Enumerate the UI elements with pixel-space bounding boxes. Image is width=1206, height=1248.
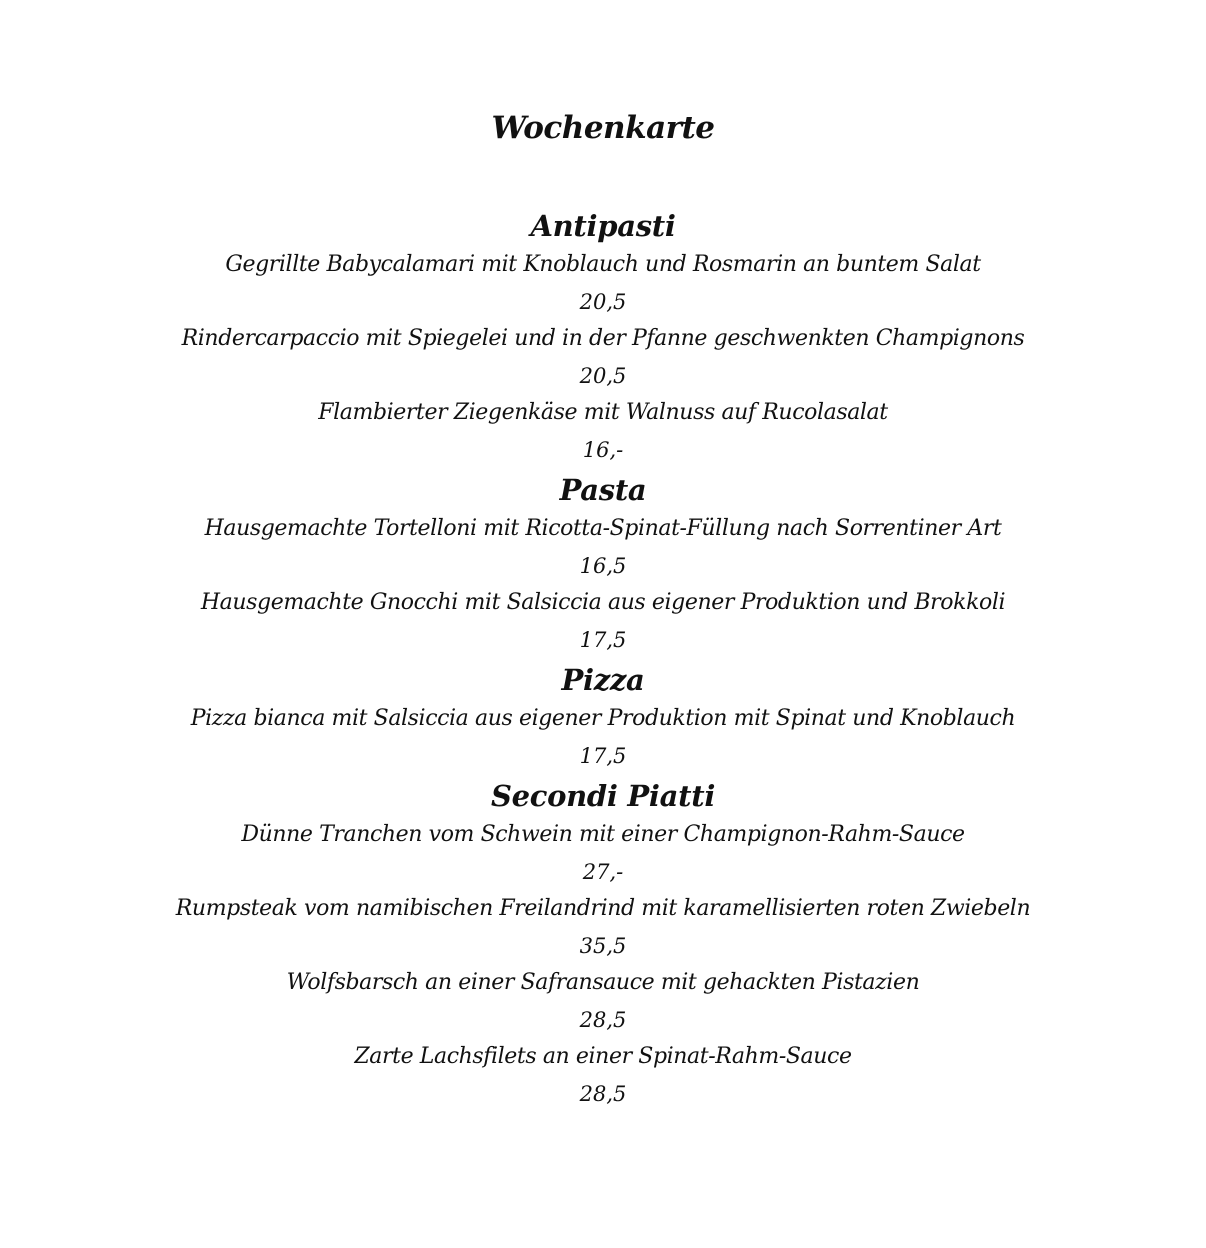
dish-price: 16,5 bbox=[579, 554, 627, 578]
dish-price: 35,5 bbox=[579, 934, 627, 958]
dish-name: Flambierter Ziegenkäse mit Walnuss auf Rucolasalat bbox=[318, 400, 888, 425]
dish-name: Wolfsbarsch an einer Safransauce mit gehackten Pistazien bbox=[286, 970, 920, 995]
section-pasta bbox=[0, 469, 1206, 659]
menu-item bbox=[0, 817, 1206, 891]
dish-price: 16,- bbox=[582, 438, 624, 462]
dish-name: Hausgemachte Gnocchi mit Salsiccia aus eigener Produktion und Brokkoli bbox=[200, 590, 1006, 615]
dish-name: Zarte Lachsfilets an einer Spinat-Rahm-Sauce bbox=[354, 1044, 852, 1069]
menu-item bbox=[0, 321, 1206, 395]
menu-item bbox=[0, 1039, 1206, 1113]
section-title: Secondi Piatti bbox=[490, 779, 716, 813]
dish-price: 28,5 bbox=[579, 1082, 627, 1106]
dish-name: Hausgemachte Tortelloni mit Ricotta-Spinat-Füllung nach Sorrentiner Art bbox=[204, 516, 1002, 541]
dish-name: Dünne Tranchen vom Schwein mit einer Champignon-Rahm-Sauce bbox=[241, 822, 965, 847]
dish-price: 20,5 bbox=[579, 364, 627, 388]
dish-price: 17,5 bbox=[579, 744, 627, 768]
section-title: Antipasti bbox=[530, 209, 676, 243]
menu-item bbox=[0, 701, 1206, 775]
section-title: Pasta bbox=[559, 473, 647, 507]
dish-name: Pizza bianca mit Salsiccia aus eigener Produktion mit Spinat und Knoblauch bbox=[190, 706, 1016, 731]
menu-item bbox=[0, 891, 1206, 965]
dish-price: 17,5 bbox=[579, 628, 627, 652]
section-antipasti bbox=[0, 205, 1206, 469]
section-pizza bbox=[0, 659, 1206, 775]
dish-price: 20,5 bbox=[579, 290, 627, 314]
menu-sections bbox=[0, 205, 1206, 1113]
section-secondi-piatti bbox=[0, 775, 1206, 1113]
menu-item bbox=[0, 965, 1206, 1039]
menu-item bbox=[0, 247, 1206, 321]
menu-item bbox=[0, 585, 1206, 659]
menu-item bbox=[0, 511, 1206, 585]
dish-price: 27,- bbox=[582, 860, 624, 884]
section-title: Pizza bbox=[561, 663, 645, 697]
dish-name: Gegrillte Babycalamari mit Knoblauch und Rosmarin an buntem Salat bbox=[225, 252, 981, 277]
dish-price: 28,5 bbox=[579, 1008, 627, 1032]
dish-name: Rumpsteak vom namibischen Freilandrind mit karamellisierten roten Zwiebeln bbox=[175, 896, 1031, 921]
menu-title: Wochenkarte bbox=[491, 110, 715, 146]
dish-name: Rindercarpaccio mit Spiegelei und in der Pfanne geschwenkten Champignons bbox=[181, 326, 1025, 351]
menu-item bbox=[0, 395, 1206, 469]
